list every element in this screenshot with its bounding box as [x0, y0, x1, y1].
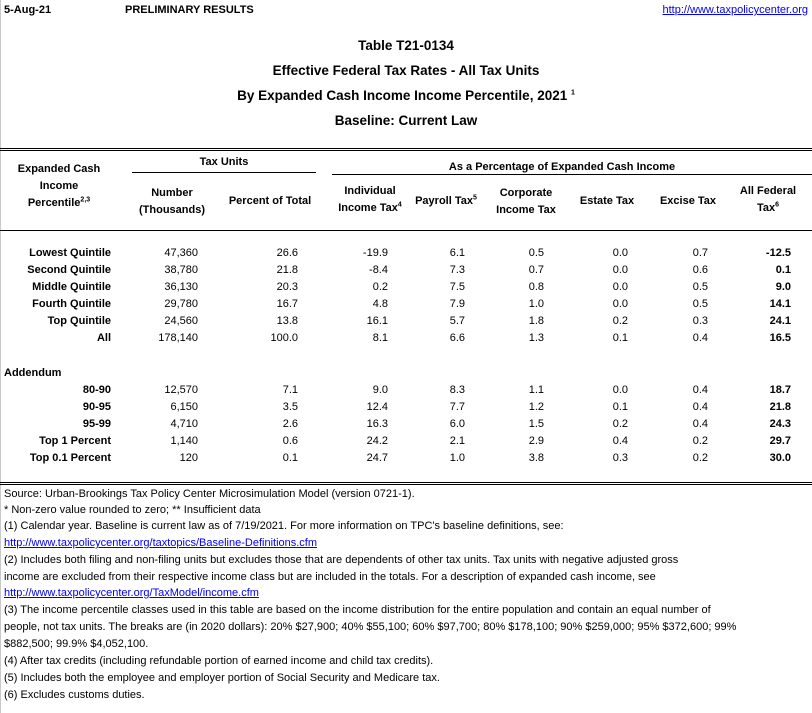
- note-5: (5) Includes both the employee and employer portion of Social Security and Medicare tax.: [4, 672, 440, 684]
- table-row: [0, 298, 812, 314]
- table-row: [0, 264, 812, 280]
- col-percentile-header: Expanded Cash Income Percentile$^{2,3}$: [17, 163, 101, 209]
- tpc-website-link[interactable]: http://www.taxpolicycenter.org: [662, 4, 808, 16]
- cell-number: 12,570: [164, 384, 198, 396]
- header-bottom-rule: [0, 230, 812, 231]
- left-border: [0, 0, 1, 713]
- table-row: [0, 384, 812, 400]
- col-payroll-header: Payroll Tax$^5$: [415, 194, 477, 207]
- cell-estate: 0.3: [612, 452, 628, 464]
- cell-excise: 0.6: [692, 264, 708, 276]
- cell-corp: 2.9: [528, 435, 544, 447]
- cell-number: 38,780: [164, 264, 198, 276]
- table-title: Effective Federal Tax Rates - All Tax Units: [272, 63, 540, 78]
- cell-payroll: 2.1: [449, 435, 465, 447]
- row-label: Middle Quintile: [32, 281, 111, 293]
- col-estate-header: Estate Tax: [579, 195, 635, 207]
- cell-payroll: 6.0: [449, 418, 465, 430]
- income-definition-link[interactable]: http://www.taxpolicycenter.org/TaxModel/income.cfm: [4, 587, 259, 599]
- cell-indiv: 0.2: [372, 281, 388, 293]
- cell-corp: 3.8: [528, 452, 544, 464]
- col-indiv-header: Individual Income Tax$^4$: [338, 185, 402, 214]
- cell-number: 178,140: [158, 332, 198, 344]
- row-label: 95-99: [82, 418, 111, 430]
- cell-corp: 0.7: [528, 264, 544, 276]
- note-4: (4) After tax credits (including refundable portion of earned income and child tax credits).: [4, 655, 434, 667]
- cell-excise: 0.2: [692, 452, 708, 464]
- cell-indiv: 24.7: [366, 452, 388, 464]
- note-3c: $882,500; 99.9% $4,052,100.: [4, 638, 149, 650]
- cell-payroll: 8.3: [449, 384, 465, 396]
- col-all-federal-header: All Federal Tax$^6$: [739, 185, 797, 214]
- cell-pct: 100.0: [270, 332, 298, 344]
- cell-estate: 0.0: [612, 281, 628, 293]
- cell-pct: 3.5: [282, 401, 298, 413]
- cell-indiv: 24.2: [366, 435, 388, 447]
- cell-number: 36,130: [164, 281, 198, 293]
- cell-all: 16.5: [769, 332, 791, 344]
- cell-indiv: 16.1: [366, 315, 388, 327]
- row-label: Fourth Quintile: [32, 298, 111, 310]
- cell-corp: 0.8: [528, 281, 544, 293]
- cell-corp: 1.2: [528, 401, 544, 413]
- cell-number: 29,780: [164, 298, 198, 310]
- report-date: 5-Aug-21: [4, 4, 52, 16]
- addendum-label: Addendum: [4, 367, 62, 379]
- table-row: [0, 401, 812, 417]
- cell-excise: 0.4: [692, 401, 708, 413]
- cell-estate: 0.0: [612, 264, 628, 276]
- row-label: Top 0.1 Percent: [29, 452, 111, 464]
- cell-number: 4,710: [170, 418, 198, 430]
- cell-all: 29.7: [769, 435, 791, 447]
- cell-indiv: 9.0: [372, 384, 388, 396]
- cell-number: 1,140: [170, 435, 198, 447]
- note-3a: (3) The income percentile classes used in this table are based on the income distribution for the entire population and contain an equal number of: [4, 604, 711, 616]
- cell-corp: 1.1: [528, 384, 544, 396]
- baseline-label: Baseline: Current Law: [334, 113, 478, 128]
- cell-corp: 1.5: [528, 418, 544, 430]
- table-bottom-rule-double: [0, 484, 812, 485]
- cell-pct: 0.1: [282, 452, 298, 464]
- cell-payroll: 7.7: [449, 401, 465, 413]
- table-row: [0, 332, 812, 348]
- cell-all: 0.1: [775, 264, 791, 276]
- cell-payroll: 7.5: [449, 281, 465, 293]
- cell-estate: 0.2: [612, 315, 628, 327]
- cell-pct: 0.6: [282, 435, 298, 447]
- note-2a: (2) Includes both filing and non-filing units but excludes those that are dependents of other tax units. Tax units with negative adjusted gross: [4, 554, 679, 566]
- row-label: Top 1 Percent: [39, 435, 111, 447]
- cell-excise: 0.5: [692, 281, 708, 293]
- cell-pct: 20.3: [276, 281, 298, 293]
- preliminary-label: PRELIMINARY RESULTS: [125, 4, 254, 16]
- cell-all: 21.8: [769, 401, 791, 413]
- percentage-group-header: As a Percentage of Expanded Cash Income: [448, 161, 676, 173]
- tax-units-rule: [132, 172, 316, 173]
- star-note: * Non-zero value rounded to zero; ** Insufficient data: [4, 504, 261, 516]
- row-label: 90-95: [82, 401, 111, 413]
- note-6: (6) Excludes customs duties.: [4, 689, 145, 701]
- cell-number: 24,560: [164, 315, 198, 327]
- cell-payroll: 6.1: [449, 247, 465, 259]
- note-1: (1) Calendar year. Baseline is current law as of 7/19/2021. For more information on TPC's baseline definitions, see:: [4, 520, 564, 532]
- row-label: Top Quintile: [47, 315, 111, 327]
- cell-all: 9.0: [775, 281, 791, 293]
- cell-payroll: 5.7: [449, 315, 465, 327]
- cell-corp: 0.5: [528, 247, 544, 259]
- row-label: All: [96, 332, 111, 344]
- cell-estate: 0.0: [612, 384, 628, 396]
- cell-number: 47,360: [164, 247, 198, 259]
- cell-indiv: 4.8: [372, 298, 388, 310]
- table-bottom-rule: [0, 482, 812, 483]
- cell-estate: 0.1: [612, 401, 628, 413]
- cell-excise: 0.4: [692, 332, 708, 344]
- cell-pct: 26.6: [276, 247, 298, 259]
- cell-payroll: 1.0: [449, 452, 465, 464]
- note-3b: people, not tax units. The breaks are (in 2020 dollars): 20% $27,900; 40% $55,100; 60% $97,700; 80% $178,100; 90% $259,000; 95% $372,600; 99%: [4, 621, 737, 633]
- cell-all: 18.7: [769, 384, 791, 396]
- table-row: [0, 435, 812, 451]
- cell-payroll: 6.6: [449, 332, 465, 344]
- cell-number: 6,150: [170, 401, 198, 413]
- cell-excise: 0.5: [692, 298, 708, 310]
- cell-all: -12.5: [765, 247, 791, 259]
- cell-all: 14.1: [769, 298, 791, 310]
- cell-excise: 0.7: [692, 247, 708, 259]
- table-id: Table T21-0134: [358, 38, 454, 53]
- cell-indiv: 12.4: [366, 401, 388, 413]
- header-top-rule: [0, 148, 812, 149]
- cell-estate: 0.0: [612, 298, 628, 310]
- row-label: Second Quintile: [27, 264, 111, 276]
- cell-payroll: 7.9: [449, 298, 465, 310]
- col-number-header: Number (Thousands): [139, 187, 205, 216]
- cell-estate: 0.2: [612, 418, 628, 430]
- cell-excise: 0.3: [692, 315, 708, 327]
- table-row: [0, 315, 812, 331]
- source-note: Source: Urban-Brookings Tax Policy Center Microsimulation Model (version 0721-1).: [4, 488, 415, 500]
- cell-pct: 2.6: [282, 418, 298, 430]
- cell-estate: 0.4: [612, 435, 628, 447]
- cell-number: 120: [179, 452, 198, 464]
- cell-pct: 16.7: [276, 298, 298, 310]
- cell-indiv: -8.4: [369, 264, 388, 276]
- col-corp-header: Corporate Income Tax: [496, 187, 556, 216]
- cell-indiv: 16.3: [366, 418, 388, 430]
- cell-indiv: -19.9: [362, 247, 388, 259]
- cell-all: 24.3: [769, 418, 791, 430]
- cell-corp: 1.8: [528, 315, 544, 327]
- row-label: Lowest Quintile: [29, 247, 111, 259]
- table-row: [0, 418, 812, 434]
- table-row: [0, 281, 812, 297]
- table-subtitle: By Expanded Cash Income Income Percentile, 2021 $^1$: [237, 88, 575, 103]
- table-row: [0, 452, 812, 468]
- cell-payroll: 7.3: [449, 264, 465, 276]
- cell-pct: 21.8: [276, 264, 298, 276]
- cell-excise: 0.4: [692, 418, 708, 430]
- cell-excise: 0.2: [692, 435, 708, 447]
- col-pct-total-header: Percent of Total: [228, 195, 312, 207]
- cell-pct: 7.1: [282, 384, 298, 396]
- cell-excise: 0.4: [692, 384, 708, 396]
- cell-corp: 1.3: [528, 332, 544, 344]
- cell-corp: 1.0: [528, 298, 544, 310]
- cell-estate: 0.1: [612, 332, 628, 344]
- header-top-rule-double: [0, 150, 812, 151]
- note-2b: income are excluded from their respective income class but are included in the totals. For a description of expanded cash income, see: [4, 571, 656, 583]
- cell-indiv: 8.1: [372, 332, 388, 344]
- cell-pct: 13.8: [276, 315, 298, 327]
- row-label: 80-90: [82, 384, 111, 396]
- cell-estate: 0.0: [612, 247, 628, 259]
- col-excise-header: Excise Tax: [659, 195, 717, 207]
- cell-all: 24.1: [769, 315, 791, 327]
- baseline-definitions-link[interactable]: http://www.taxpolicycenter.org/taxtopics/Baseline-Definitions.cfm: [4, 537, 318, 549]
- table-row: [0, 247, 812, 263]
- cell-all: 30.0: [769, 452, 791, 464]
- tax-units-group-header: Tax Units: [199, 156, 249, 168]
